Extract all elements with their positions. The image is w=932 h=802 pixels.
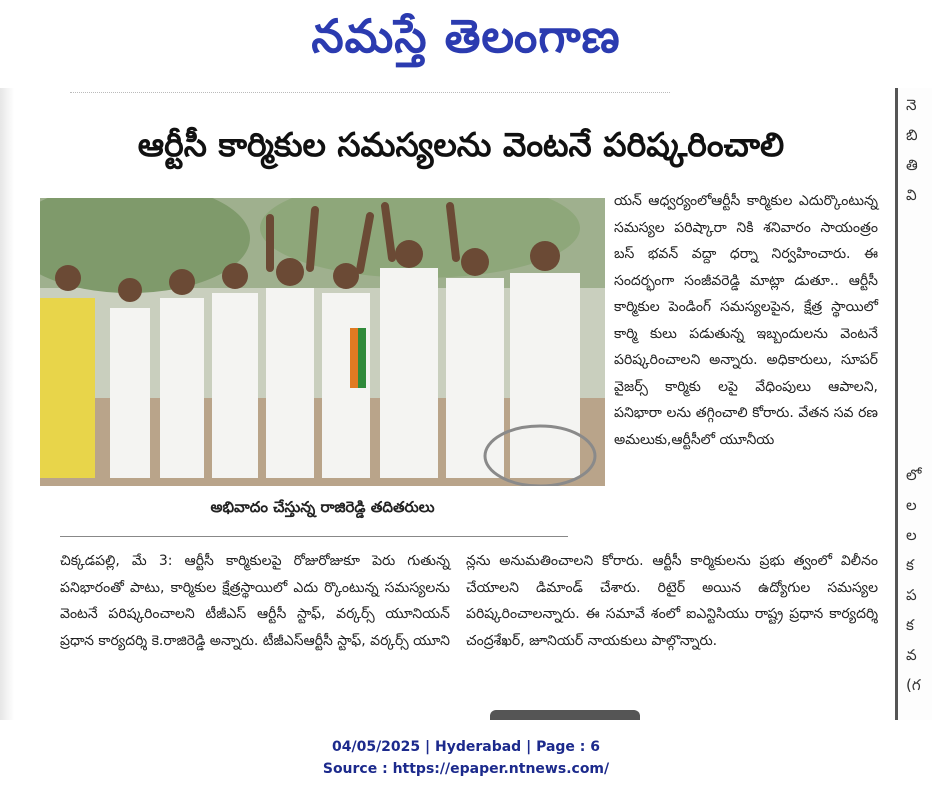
article-paragraph: యన్ ఆధ్వర్యంలోఆర్టీసీ కార్మికుల ఎదుర్కొంటున్న సమస్యల పరిష్కారా నికి శనివారం సాయంత్రం బస్ భవన్ వద్దా ధర్నా నిర్వహించారు. ఈ సందర్భంగా సంజీవరెడ్డి మాట్లా డుతూ.. ఆర్టీసీ కార్మికుల పెండింగ్ సమస్యలపైన, క్షేత్ర స్థాయిలో కార్మి కులు పడుతున్న ఇబ్బందులను వెంటనే పరిష్కరించాలని అన్నారు. అధికారులు, సూపర్ వైజర్స్ కార్మికు లపై వేధింపులు ఆపాలని, పనిభారా లను తగ్గించాలి కోరారు. వేతన సవ రణ అమలుకు,ఆర్టీసీలో యూనీయ: [614, 193, 878, 448]
photo-caption: అభివాదం చేస్తున్న రాజిరెడ్డి తదితరులు: [210, 498, 435, 516]
article-paragraph: న్లను అనుమతించాలని కోరారు. ఆర్టీసీ కార్మికులను ప్రభు త్వంలో విలీనం చేయాలని డిమాండ్ చేశారు. రిటైర్ అయిన ఉద్యోగుల సమస్యల పరిష్కరించాలన్నారు. ఈ సమావే శంలో ఐఎన్టిసియు రాష్ట్ర ప్రధాన కార్యదర్శి చంద్రశేఖర్, జూనియర్ నాయకులు పాల్గొన్నారు.: [466, 553, 878, 649]
next-article-fragment: [490, 710, 640, 720]
page-footer: [0, 736, 932, 780]
text-fragment: బి: [906, 126, 918, 144]
text-fragment: వ: [906, 646, 917, 664]
text-fragment: వి: [906, 186, 917, 204]
masthead: [0, 0, 932, 72]
clipping-top-edge: [70, 92, 670, 103]
article-paragraph: చిక్కడపల్లి, మే 3: ఆర్టీసీ కార్మికులపై రోజురోజుకూ పెరు గుతున్న పనిభారంతో పాటు, కార్మికుల క్షేత్రస్థాయిలో ఎదు ర్కొంటున్న సమస్యలను వెంటనే పరిష్కరించాలని టీజీఎస్ ఆర్టీసీ స్టాఫ్, వర్కర్స్ యూనియన్ ప్రధాన కార్యదర్శి కె.రాజిరెడ్డి అన్నారు. టీజీఎస్ఆర్టీసీ స్టాఫ్, వర్కర్స్ యూని: [60, 553, 450, 649]
news-clipping: [0, 88, 932, 720]
article-column-right: [614, 188, 878, 453]
group-photo-illustration: [40, 198, 605, 486]
article-headline: ఆర్టీసీ కార్మికుల సమస్యలను వెంటనే పరిష్కరించాలి: [137, 125, 785, 164]
text-fragment: ప: [906, 586, 917, 604]
newspaper-logo: నమస్తే తెలంగాణ: [311, 9, 621, 63]
caption-divider: [60, 536, 568, 537]
clipping-left-edge: [0, 88, 14, 720]
text-fragment: ల: [906, 496, 917, 514]
article-photo: [40, 198, 605, 486]
article-column-bottom-right: [466, 548, 878, 654]
adjacent-article-strip: [895, 88, 932, 720]
text-fragment: ల: [906, 526, 917, 544]
text-fragment: క: [906, 556, 914, 574]
text-fragment: నె: [906, 96, 917, 114]
text-fragment: క: [906, 616, 914, 634]
text-fragment: లో: [906, 466, 922, 484]
edition-dateline: 04/05/2025 | Hyderabad | Page : 6: [331, 739, 601, 755]
source-link[interactable]: Source : https://epaper.ntnews.com/: [322, 761, 610, 777]
text-fragment: తి: [906, 156, 918, 174]
text-fragment: (గ: [906, 676, 921, 694]
article-column-bottom-left: [60, 548, 450, 654]
